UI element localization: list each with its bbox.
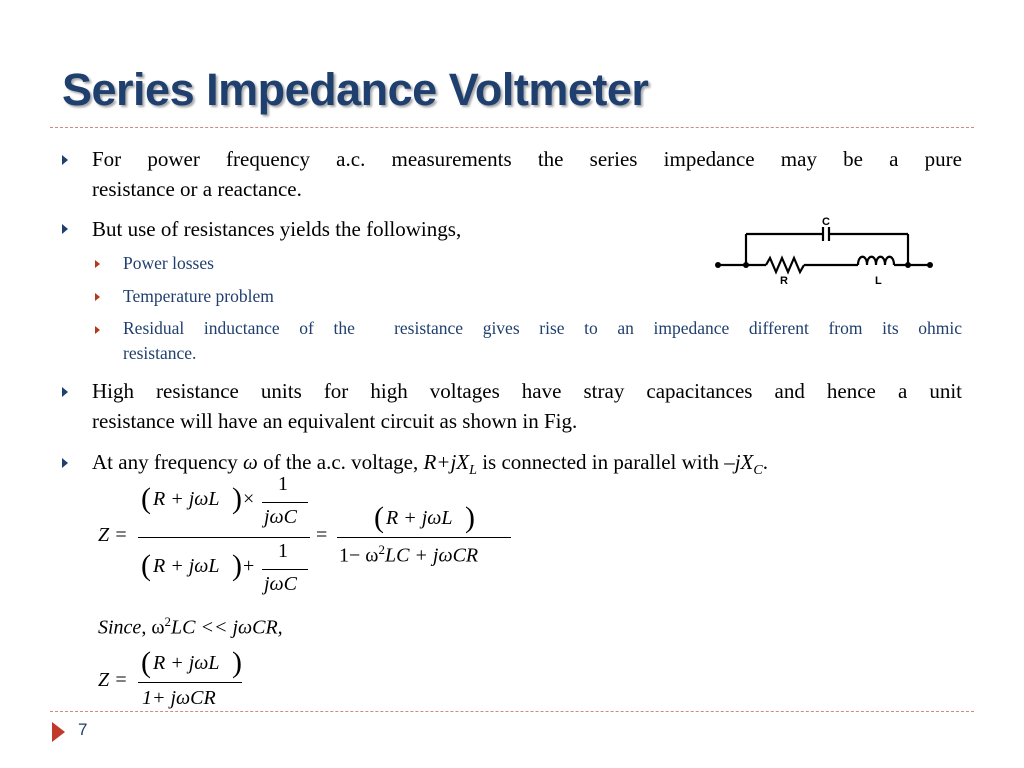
bullet-1-line-2: resistance or a reactance. bbox=[92, 177, 302, 201]
eq1-den-close-paren: ) bbox=[232, 549, 242, 582]
bullet-arrow-icon bbox=[62, 458, 68, 468]
eq1-rhs-close-paren: ) bbox=[465, 501, 475, 534]
eq1-den-open-paren: ( bbox=[141, 549, 151, 582]
eq1-rhs-den-sup: 2 bbox=[378, 542, 385, 557]
eq1-den-term: R + jωL bbox=[153, 555, 220, 577]
bullet-1-line-1: For power frequency a.c. measurements the series impedance may be a pure bbox=[92, 147, 962, 171]
subscript-l: L bbox=[469, 463, 477, 479]
eq2-open-paren: ( bbox=[141, 646, 151, 679]
eq1-plus: + bbox=[243, 555, 255, 577]
minus-jxc-term: –jX bbox=[724, 450, 754, 474]
bullet-3-line-1: High resistance units for high voltages have stray capacitances and hence a unit bbox=[92, 379, 962, 403]
eq1-small-num-2: 1 bbox=[278, 540, 288, 562]
since-word: Since bbox=[98, 616, 142, 639]
eq1-lhs: Z = bbox=[98, 524, 128, 546]
bullet-4 bbox=[92, 447, 768, 486]
eq1-rhs-den-b: LC + jωCR bbox=[384, 544, 479, 567]
since-omega: , ω bbox=[141, 616, 165, 639]
sub-bullet-arrow-icon bbox=[95, 260, 100, 268]
since-sup: 2 bbox=[164, 614, 171, 629]
bullet-2: But use of resistances yields the followings, bbox=[92, 217, 462, 241]
sub-bullet-2: Temperature problem bbox=[123, 286, 274, 306]
bullet-arrow-icon bbox=[62, 155, 68, 165]
sub-bullet-3-line-2: resistance. bbox=[123, 343, 197, 363]
sub-bullet-3-line-1: Residual inductance of the resistance gives rise to an impedance different from its ohmic bbox=[123, 318, 962, 338]
bullet-3 bbox=[92, 376, 962, 436]
eq2-denominator: 1+ jωCR bbox=[142, 687, 216, 709]
eq1-rhs-denominator bbox=[339, 542, 478, 568]
eq1-num-close-paren: ) bbox=[232, 482, 242, 515]
sub-bullet-1: Power losses bbox=[123, 253, 214, 273]
footer-divider bbox=[50, 711, 974, 712]
bullet-4-text-b: of the a.c. voltage, bbox=[257, 450, 424, 474]
page-marker-icon bbox=[52, 722, 65, 742]
subscript-c: C bbox=[753, 463, 763, 479]
r-jxl-term: R+jX bbox=[423, 450, 470, 474]
eq1-small-frac-bar-1 bbox=[262, 502, 308, 503]
capacitor-label: C bbox=[822, 216, 830, 228]
inductor-label: L bbox=[875, 275, 882, 287]
slide-title: Series Impedance Voltmeter bbox=[62, 64, 649, 115]
eq1-num-open-paren: ( bbox=[141, 482, 151, 515]
sub-bullet-arrow-icon bbox=[95, 293, 100, 301]
since-condition bbox=[98, 614, 283, 640]
eq1-num-term: R + jωL bbox=[153, 488, 220, 510]
rlc-circuit-diagram bbox=[710, 212, 940, 290]
bullet-arrow-icon bbox=[62, 387, 68, 397]
eq1-main-frac-bar bbox=[138, 537, 310, 538]
eq2-frac-bar bbox=[138, 682, 242, 683]
page-number: 7 bbox=[78, 720, 88, 739]
eq1-rhs-frac-bar bbox=[337, 537, 511, 538]
bullet-4-period: . bbox=[762, 450, 768, 474]
eq1-equals: = bbox=[316, 524, 328, 546]
eq2-numerator: R + jωL bbox=[153, 652, 220, 674]
eq1-small-den-2: jωC bbox=[264, 573, 298, 595]
eq1-small-frac-bar-2 bbox=[262, 569, 308, 570]
eq1-rhs-open-paren: ( bbox=[374, 501, 384, 534]
eq1-small-den-1: jωC bbox=[264, 506, 298, 528]
bullet-3-line-2: resistance will have an equivalent circuit as shown in Fig. bbox=[92, 409, 578, 433]
bullet-1 bbox=[92, 144, 962, 204]
eq1-rhs-den-a: 1− ω bbox=[339, 544, 379, 567]
bullet-4-text-a: At any frequency bbox=[92, 450, 244, 474]
bullet-arrow-icon bbox=[62, 224, 68, 234]
eq1-small-num-1: 1 bbox=[278, 473, 288, 495]
eq2-lhs: Z = bbox=[98, 669, 128, 691]
eq1-rhs-numerator: R + jωL bbox=[386, 507, 453, 529]
eq2-close-paren: ) bbox=[232, 646, 242, 679]
since-rest: LC << jωCR, bbox=[170, 616, 283, 639]
bullet-4-text-c: is connected in parallel with bbox=[476, 450, 725, 474]
omega-symbol: ω bbox=[243, 450, 258, 474]
resistor-label: R bbox=[780, 275, 788, 287]
eq1-times: × bbox=[243, 488, 255, 510]
sub-bullet-arrow-icon bbox=[95, 326, 100, 334]
sub-bullet-3 bbox=[123, 316, 962, 366]
title-divider bbox=[50, 127, 974, 128]
